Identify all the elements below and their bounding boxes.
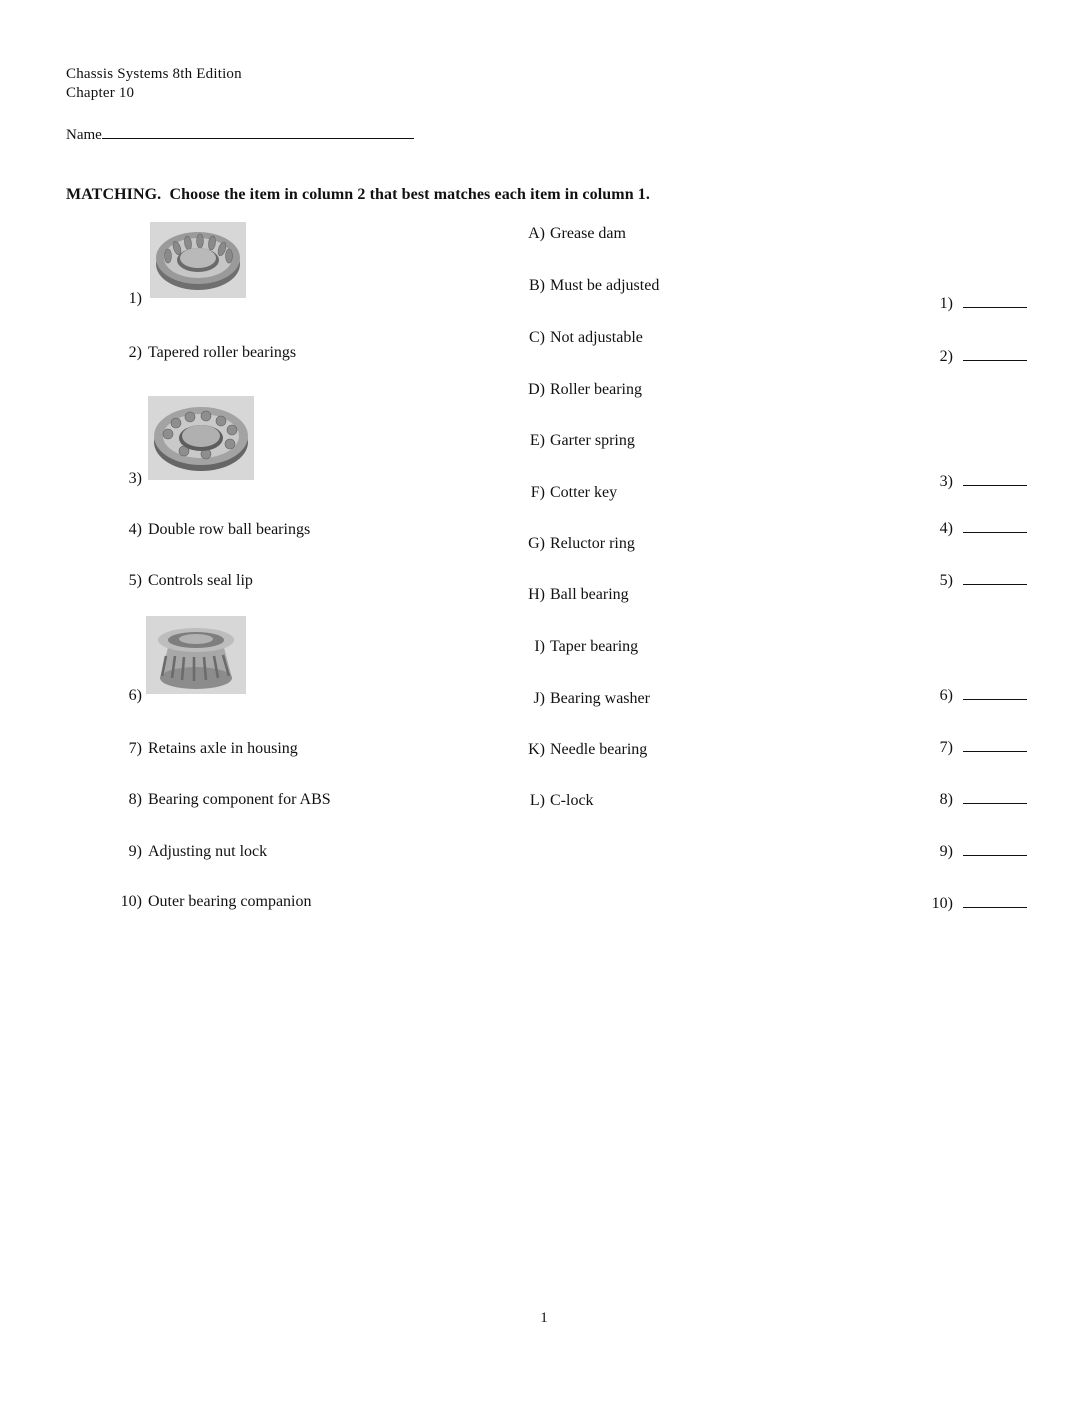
item-text: Retains axle in housing — [148, 740, 298, 757]
answer-blank-line — [963, 569, 1027, 585]
answer-row-4 — [905, 517, 1027, 538]
answer-number: 6) — [939, 687, 953, 704]
item-number: 3) — [128, 470, 142, 487]
column2-item-j — [505, 690, 650, 708]
document-title: Chassis Systems 8th Edition — [66, 66, 242, 82]
item-number: 1) — [128, 290, 142, 307]
column1-item-1 — [100, 290, 148, 308]
answer-row-3 — [905, 470, 1027, 491]
answer-blank-line — [963, 788, 1027, 804]
item-text: Must be adjusted — [550, 277, 660, 294]
column2-item-a — [505, 225, 626, 243]
item-text: Double row ball bearings — [148, 521, 311, 538]
answer-number: 8) — [939, 791, 953, 808]
answer-number: 4) — [939, 520, 953, 537]
item-text: Adjusting nut lock — [148, 843, 268, 860]
column2-item-b — [505, 277, 659, 295]
item-text: Not adjustable — [550, 329, 643, 346]
answer-blank-line — [963, 517, 1027, 533]
page-number: 1 — [540, 1310, 548, 1326]
item-text: Roller bearing — [550, 381, 642, 398]
answer-number: 7) — [939, 739, 953, 756]
item-text: C-lock — [550, 792, 594, 809]
name-blank-line — [102, 124, 414, 139]
tapered-roller-bearing-photo — [146, 616, 246, 694]
column2-item-d — [505, 381, 642, 399]
answer-row-7 — [905, 736, 1027, 757]
answer-row-2 — [905, 345, 1027, 366]
answer-row-5 — [905, 569, 1027, 590]
answer-number: 10) — [931, 895, 953, 912]
column1-item-7 — [100, 740, 298, 758]
column2-item-k — [505, 741, 647, 759]
matching-instructions: MATCHING. Choose the item in column 2 that best matches each item in column 1. — [66, 186, 651, 203]
item-number: 5) — [128, 572, 142, 589]
item-letter: H) — [528, 586, 545, 603]
item-text: Outer bearing companion — [148, 893, 312, 910]
item-text: Ball bearing — [550, 586, 629, 603]
item-letter: G) — [528, 535, 545, 552]
item-text: Cotter key — [550, 484, 618, 501]
chapter-label: Chapter 10 — [66, 85, 135, 101]
column1-item-6 — [100, 687, 148, 705]
item-text: Bearing component for ABS — [148, 791, 331, 808]
answer-blank-line — [963, 736, 1027, 752]
column2-item-h — [505, 586, 629, 604]
item-number: 7) — [128, 740, 142, 757]
item-text: Bearing washer — [550, 690, 650, 707]
item-number: 6) — [128, 687, 142, 704]
item-letter: I) — [534, 638, 545, 655]
item-number: 10) — [120, 893, 142, 910]
column2-item-e — [505, 432, 635, 450]
column2-item-l — [505, 792, 594, 810]
answer-blank-line — [963, 345, 1027, 361]
item-text: Reluctor ring — [550, 535, 635, 552]
item-number: 4) — [128, 521, 142, 538]
column1-item-2 — [100, 344, 296, 362]
item-text: Needle bearing — [550, 741, 648, 758]
answer-row-1 — [905, 292, 1027, 313]
column1-item-10 — [100, 893, 312, 911]
column2-item-f — [505, 484, 617, 502]
item-text: Garter spring — [550, 432, 635, 449]
column2-item-g — [505, 535, 635, 553]
answer-blank-line — [963, 892, 1027, 908]
name-label: Name — [66, 127, 102, 143]
item-letter: F) — [530, 484, 545, 501]
item-letter: A) — [528, 225, 545, 242]
item-letter: J) — [533, 690, 545, 707]
answer-number: 3) — [939, 473, 953, 490]
answer-row-8 — [905, 788, 1027, 809]
answer-number: 9) — [939, 843, 953, 860]
answer-number: 2) — [939, 348, 953, 365]
column1-item-5 — [100, 572, 253, 590]
answer-row-6 — [905, 684, 1027, 705]
item-letter: L) — [529, 792, 545, 809]
column2-item-i — [505, 638, 638, 656]
column1-item-8 — [100, 791, 331, 809]
item-text: Grease dam — [550, 225, 626, 242]
column1-item-9 — [100, 843, 267, 861]
name-row — [66, 124, 414, 144]
item-letter: K) — [528, 741, 545, 758]
item-number: 9) — [128, 843, 142, 860]
item-number: 8) — [128, 791, 142, 808]
roller-bearing-photo — [150, 222, 246, 298]
item-letter: E) — [529, 432, 545, 449]
column2-item-c — [505, 329, 643, 347]
answer-blank-line — [963, 470, 1027, 486]
item-number: 2) — [128, 344, 142, 361]
item-letter: D) — [528, 381, 545, 398]
item-letter: B) — [529, 277, 545, 294]
answer-row-10 — [905, 892, 1027, 913]
item-text: Controls seal lip — [148, 572, 253, 589]
ball-bearing-photo — [148, 396, 254, 480]
answer-blank-line — [963, 840, 1027, 856]
item-text: Tapered roller bearings — [148, 344, 297, 361]
answer-blank-line — [963, 292, 1027, 308]
column1-item-4 — [100, 521, 310, 539]
answer-number: 5) — [939, 572, 953, 589]
answer-row-9 — [905, 840, 1027, 861]
answer-blank-line — [963, 684, 1027, 700]
column1-item-3 — [100, 470, 148, 488]
item-text: Taper bearing — [550, 638, 639, 655]
answer-number: 1) — [939, 295, 953, 312]
item-letter: C) — [529, 329, 545, 346]
